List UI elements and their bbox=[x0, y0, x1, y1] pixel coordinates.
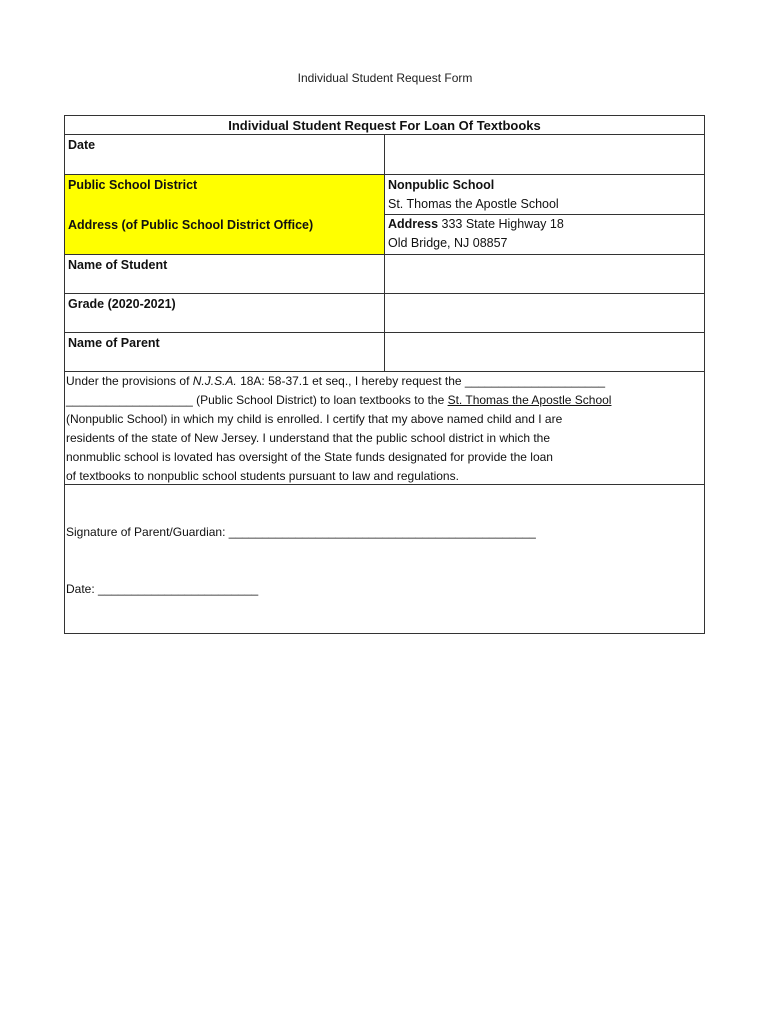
nonpublic-school-name: St. Thomas the Apostle School bbox=[388, 197, 559, 211]
paragraph-line: of textbooks to nonpublic school students pursuant to law and regulations. bbox=[66, 469, 459, 483]
nonpublic-address bbox=[388, 215, 564, 234]
address-label: Address (of Public School District Office) bbox=[68, 218, 314, 232]
paragraph-text: Under the provisions of bbox=[66, 374, 193, 388]
parent-name-label: Name of Parent bbox=[68, 336, 160, 350]
certification-paragraph bbox=[66, 372, 666, 486]
statute-citation: N.J.S.A. bbox=[192, 374, 237, 388]
signature-date-line[interactable]: Date: ________________________ bbox=[66, 582, 259, 596]
paragraph-line bbox=[66, 372, 666, 391]
textbook-loan-form bbox=[64, 115, 705, 634]
paragraph-line: (Nonpublic School) in which my child is enrolled. I certify that my above named child and I are bbox=[66, 412, 563, 426]
paragraph-text: ___________________ (Public School District) to loan textbooks to the bbox=[66, 393, 448, 407]
paragraph-line: nonmublic school is lovated has oversight of the State funds designated for provide the loan bbox=[66, 450, 553, 464]
page-title: Individual Student Request Form bbox=[297, 71, 473, 85]
nonpublic-address-line2: Old Bridge, NJ 08857 bbox=[388, 236, 508, 250]
grade-field[interactable] bbox=[386, 295, 702, 331]
date-field[interactable] bbox=[386, 136, 702, 173]
paragraph-line bbox=[66, 391, 666, 410]
student-name-field[interactable] bbox=[386, 256, 702, 292]
parent-name-field[interactable] bbox=[386, 334, 702, 370]
grade-label: Grade (2020-2021) bbox=[68, 297, 176, 311]
form-header: Individual Student Request For Loan Of Textbooks bbox=[228, 118, 541, 133]
nonpublic-address-label: Address bbox=[388, 217, 439, 231]
signature-line[interactable]: Signature of Parent/Guardian: ______________________________________________ bbox=[66, 525, 536, 539]
nonpublic-school-label: Nonpublic School bbox=[388, 178, 495, 192]
public-school-district-label: Public School District bbox=[68, 178, 198, 192]
paragraph-line: residents of the state of New Jersey. I understand that the public school district in which the bbox=[66, 431, 551, 445]
school-name-underlined: St. Thomas the Apostle School bbox=[447, 393, 612, 407]
paragraph-text: 18A: 58-37.1 et seq., I hereby request the _____________________ bbox=[236, 374, 606, 388]
date-label: Date bbox=[68, 138, 96, 152]
nonpublic-address-line1: 333 State Highway 18 bbox=[438, 217, 564, 231]
student-name-label: Name of Student bbox=[68, 258, 168, 272]
column-divider bbox=[384, 134, 385, 372]
